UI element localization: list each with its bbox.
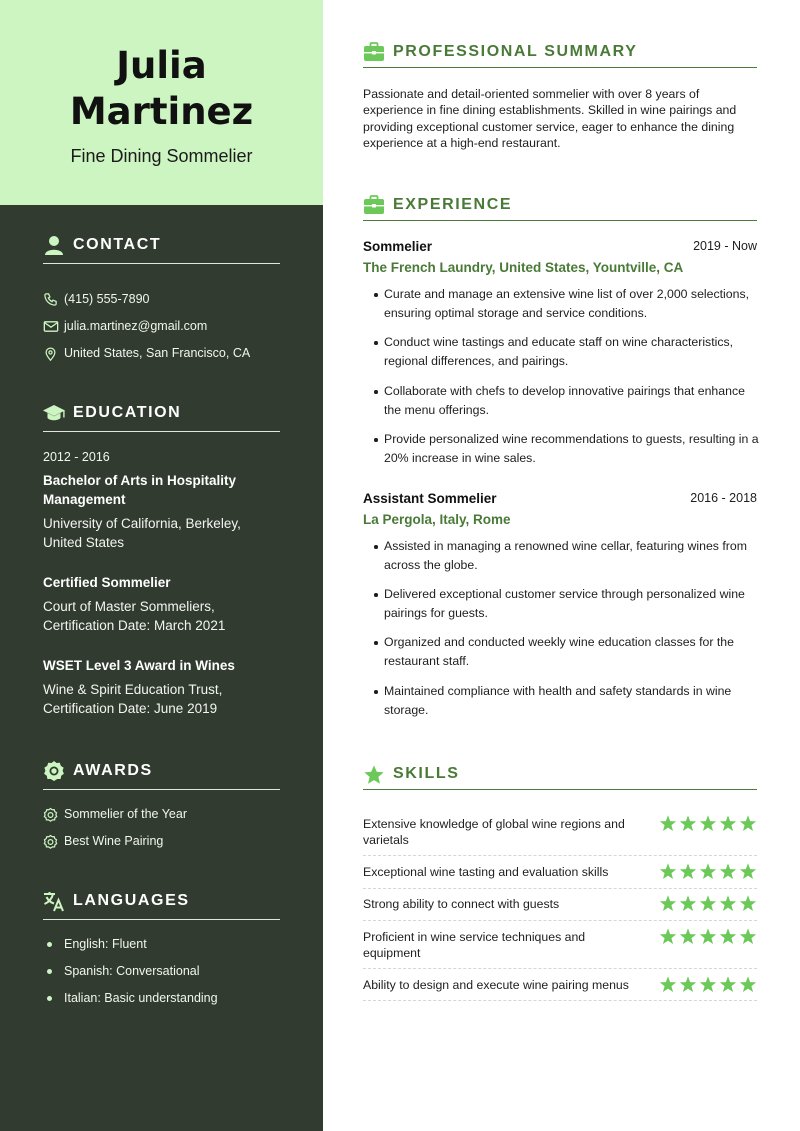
job-dates: 2019 - Now [693,239,757,253]
briefcase-icon [363,195,385,215]
bullet-dot [47,969,52,974]
name-header [0,0,323,205]
job-bullet: Delivered exceptional customer service through personalized wine pairings for guests. [384,585,774,623]
job-company: La Pergola, Italy, Rome [363,512,511,527]
skill-rating [659,863,757,881]
edu-institution: Certification Date: June 2019 [43,701,218,716]
rating-star-icon [740,976,756,992]
summary-text: Passionate and detail-oriented sommelier with over 8 years of experience in fine dining establishments. Skilled in wine pairings and providing exceptional customer service, eager to enhance the dining experience at a high-end restaurant. [363,87,737,150]
awards-heading: AWARDS [43,760,280,790]
rating-star-icon [720,863,736,879]
education-heading: EDUCATION [43,402,280,432]
edu-degree: WSET Level 3 Award in Wines [43,658,235,673]
rating-star-icon [680,928,696,944]
language-item: Spanish: Conversational [43,963,280,981]
job-title: Fine Dining Sommelier [70,146,253,166]
rating-star-icon [740,895,756,911]
contact-heading: CONTACT [43,234,280,264]
languages-section [43,890,280,1010]
job-bullet: Assisted in managing a renowned wine cellar, featuring wines from across the globe. [384,537,774,575]
job-bullet: Provide personalized wine recommendations to guests, resulting in a 20% increase in wine sales. [384,430,774,468]
skill-rating [659,815,757,833]
rating-star-icon [720,976,736,992]
language-item: English: Fluent [43,936,280,954]
experience-heading: EXPERIENCE [363,195,757,221]
job-company: The French Laundry, United States, Yountville, CA [363,260,684,275]
rating-star-icon [740,928,756,944]
edu-institution: Wine & Spirit Education Trust, [43,682,223,697]
rating-star-icon [720,815,736,831]
skill-item: Exceptional wine tasting and evaluation skills [363,863,757,889]
mail-icon [43,319,59,334]
rating-star-icon [680,815,696,831]
award-item: Best Wine Pairing [43,833,280,851]
skills-heading: SKILLS [363,764,757,790]
rating-star-icon [660,928,676,944]
translate-icon [43,890,65,912]
rating-star-icon [660,863,676,879]
edu-degree: Management [43,492,126,507]
rating-star-icon [660,815,676,831]
contact-email[interactable]: julia.martinez@gmail.com [43,318,280,336]
rating-star-icon [680,863,696,879]
star-icon [363,764,385,786]
languages-heading: LANGUAGES [43,890,280,920]
rating-star-icon [660,976,676,992]
graduation-cap-icon [43,402,65,424]
last-name: Martinez [69,90,254,133]
skill-item: Ability to design and execute wine pairing menus [363,976,757,1001]
awards-section [43,760,280,860]
rating-star-icon [740,863,756,879]
job-bullet: Curate and manage an extensive wine list of over 2,000 selections, ensuring optimal storage and service conditions. [384,285,774,323]
briefcase-icon [363,42,385,62]
person-icon [43,234,65,256]
rating-star-icon [700,895,716,911]
rating-star-icon [680,895,696,911]
edu-institution: United States [43,535,125,550]
rating-star-icon [660,895,676,911]
skill-rating [659,976,757,994]
contact-section [43,234,280,374]
edu-degree: Certified Sommelier [43,575,171,590]
bullet-dot [47,996,52,1001]
language-item: Italian: Basic understanding [43,990,280,1008]
job-position: Sommelier [363,239,433,254]
edu-institution: Court of Master Sommeliers, [43,599,215,614]
location-pin-icon [43,346,58,362]
rating-star-icon [740,815,756,831]
job-bullet: Organized and conducted weekly wine education classes for the restaurant staff. [384,633,774,671]
award-badge-icon [43,760,65,782]
skill-rating [659,895,757,913]
job-bullet: Conduct wine tastings and educate staff on wine characteristics, regional differences, and pairings. [384,333,774,371]
sidebar [0,0,323,1131]
edu-institution: University of California, Berkeley, [43,516,241,531]
summary-heading: PROFESSIONAL SUMMARY [363,42,757,68]
award-icon [43,834,58,850]
skill-item: Extensive knowledge of global wine regions and varietals [363,814,757,856]
rating-star-icon [680,976,696,992]
education-section [43,402,280,722]
job-bullet: Maintained compliance with health and safety standards in wine storage. [384,682,774,720]
rating-star-icon [720,895,736,911]
first-name: Julia [116,44,207,87]
rating-star-icon [720,928,736,944]
job-position: Assistant Sommelier [363,491,497,506]
skill-item: Proficient in wine service techniques and equipment [363,927,757,969]
skill-rating [659,928,757,946]
rating-star-icon [700,815,716,831]
contact-phone[interactable]: (415) 555-7890 [43,291,280,309]
contact-location: United States, San Francisco, CA [43,345,280,363]
award-item: Sommelier of the Year [43,806,280,824]
job-bullet: Collaborate with chefs to develop innovative pairings that enhance the menu offerings. [384,382,774,420]
edu-institution: Certification Date: March 2021 [43,618,226,633]
edu-date: 2012 - 2016 [43,450,110,464]
rating-star-icon [700,863,716,879]
rating-star-icon [700,976,716,992]
award-icon [43,807,58,823]
phone-icon [43,292,58,307]
rating-star-icon [700,928,716,944]
job-dates: 2016 - 2018 [690,491,757,505]
skill-item: Strong ability to connect with guests [363,895,757,921]
bullet-dot [47,942,52,947]
edu-degree: Bachelor of Arts in Hospitality [43,473,237,488]
